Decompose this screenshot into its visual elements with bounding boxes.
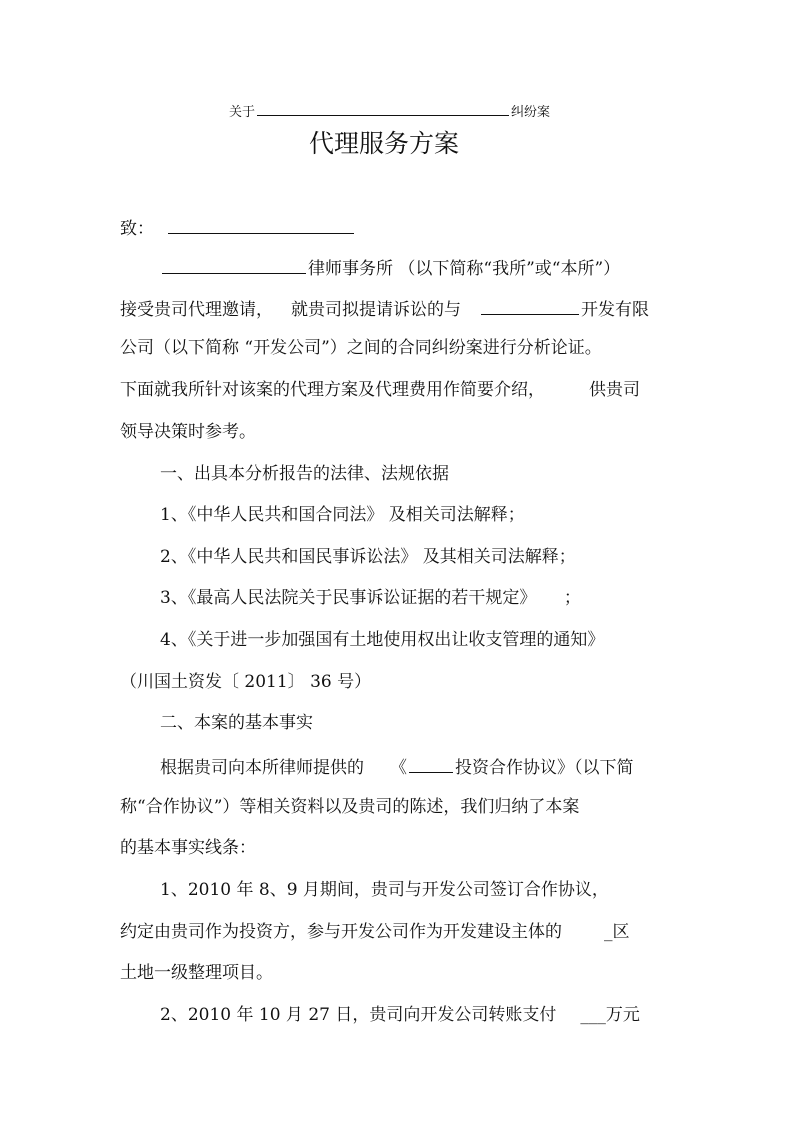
fact-item-2 bbox=[160, 1004, 640, 1026]
basis-item-2-text: 2、《中华人民共和国民事诉讼法》 及其相关司法解释； bbox=[160, 547, 576, 567]
line-3-part-a: 接受贵司代理邀请， bbox=[120, 300, 273, 320]
line-19 bbox=[120, 962, 273, 984]
line-18-part-a: 约定由贵司作为投资方，参与开发公司作为开发建设主体的 bbox=[120, 922, 562, 942]
section-heading-2 bbox=[160, 712, 313, 734]
doc-number-text: （川国土资发〔 2011〕 36 号） bbox=[120, 672, 372, 692]
fact-item-2-amount: ___万元 bbox=[580, 1005, 640, 1025]
blank-agreement-name bbox=[409, 754, 453, 773]
header-prefix: 关于 bbox=[229, 105, 256, 120]
line-1 bbox=[120, 215, 356, 240]
addressee-label: 致： bbox=[120, 219, 154, 239]
basis-item-1 bbox=[160, 504, 525, 526]
line-4 bbox=[120, 337, 602, 359]
line-15-text: 称“合作协议”）等相关资料以及贵司的陈述，我们归纳了本案 bbox=[120, 797, 580, 817]
line-4-text: 公司（以下简称 “开发公司”）之间的合同纠纷案进行分析论证。 bbox=[120, 338, 602, 358]
section-heading-1 bbox=[160, 463, 449, 485]
line-18 bbox=[120, 921, 630, 943]
case-header-line bbox=[229, 101, 550, 124]
basis-item-4 bbox=[160, 629, 604, 651]
section-heading-1-text: 一、出具本分析报告的法律、法规依据 bbox=[160, 464, 449, 484]
basis-item-3-text: 3、《最高人民法院关于民事诉讼证据的若干规定》 bbox=[160, 588, 528, 608]
line-5 bbox=[120, 379, 640, 401]
blank-addressee bbox=[168, 215, 354, 234]
line-14-part-b: 《 bbox=[390, 758, 407, 778]
line-16 bbox=[120, 837, 256, 859]
line-2-text: 律师事务所 （以下简称“我所”或“本所”） bbox=[308, 259, 621, 279]
line-14 bbox=[160, 754, 634, 779]
line-15 bbox=[120, 796, 579, 818]
section-heading-2-text: 二、本案的基本事实 bbox=[160, 713, 313, 733]
basis-item-4-doc-no bbox=[120, 671, 371, 693]
line-16-text: 的基本事实线条： bbox=[120, 838, 256, 858]
blank-developer bbox=[481, 296, 579, 315]
basis-item-2 bbox=[160, 546, 576, 568]
line-6-text: 领导决策时参考。 bbox=[120, 422, 256, 442]
line-18-part-b: _区 bbox=[604, 922, 630, 942]
basis-item-3 bbox=[160, 587, 581, 609]
line-3-part-b: 就贵司拟提请诉讼的与 bbox=[291, 300, 461, 320]
basis-item-3-punct: ； bbox=[563, 588, 581, 608]
line-3-part-c: 开发有限 bbox=[581, 300, 649, 320]
line-6 bbox=[120, 421, 256, 443]
line-5-part-a: 下面就我所针对该案的代理方案及代理费用作简要介绍， bbox=[120, 380, 545, 400]
line-3 bbox=[120, 296, 649, 321]
blank-case-name bbox=[257, 101, 509, 116]
basis-item-1-text: 1、《中华人民共和国合同法》 及相关司法解释； bbox=[160, 505, 525, 525]
page-title bbox=[309, 129, 459, 159]
line-2 bbox=[160, 255, 620, 280]
fact-item-2-text: 2、2010 年 10 月 27 日，贵司向开发公司转账支付 bbox=[160, 1005, 557, 1025]
line-19-text: 土地一级整理项目。 bbox=[120, 963, 273, 983]
line-14-part-a: 根据贵司向本所律师提供的 bbox=[160, 758, 364, 778]
line-14-part-c: 投资合作协议》（以下简 bbox=[455, 758, 634, 778]
fact-item-1 bbox=[160, 879, 609, 901]
line-5-part-b: 供贵司 bbox=[589, 380, 640, 400]
basis-item-4-text: 4、《关于进一步加强国有土地使用权出让收支管理的通知》 bbox=[160, 630, 605, 650]
fact-item-1-text: 1、2010 年 8、9 月期间，贵司与开发公司签订合作协议， bbox=[160, 880, 609, 900]
blank-law-firm bbox=[162, 255, 306, 274]
header-suffix: 纠纷案 bbox=[511, 105, 551, 120]
page-title-text: 代理服务方案 bbox=[309, 129, 460, 158]
